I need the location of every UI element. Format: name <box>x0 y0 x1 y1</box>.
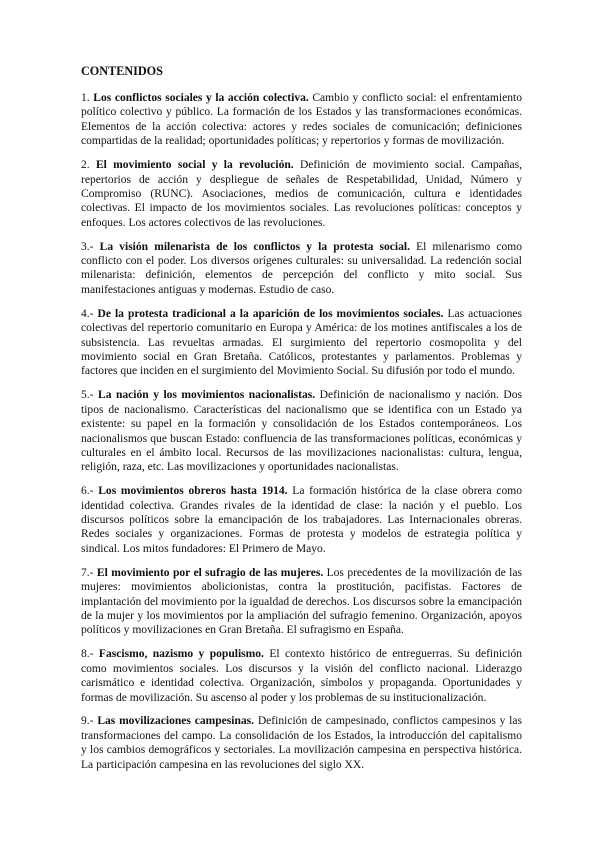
item-number: 7.- <box>81 566 94 579</box>
item-title: De la protesta tradicional a la aparición de los movimientos sociales. <box>97 307 444 320</box>
item-title: El movimiento por el sufragio de las mujeres. <box>96 566 324 579</box>
item-text: El milenarismo como conflicto con el poder. Los diversos orígenes culturales: su universalidad. La redención social milenarista: definición, elementos de percepción del conflicto y mito social. Sus manifestaciones antiguas y modernas. Estudio de caso. <box>81 240 522 296</box>
contents-item <box>81 158 522 230</box>
item-title: El movimiento social y la revolución. <box>95 159 294 172</box>
document-page <box>81 64 522 782</box>
item-text: Cambio y conflicto social: el enfrentamiento político colectivo y público. La formación de los Estados y las transformaciones económicas. Elementos de la acción colectiva: actores y redes sociales de comunicación; definiciones compartidas de la realidad; oportunidades políticas; y repertorios y formas de movilización. <box>81 92 523 148</box>
item-number: 1. <box>81 92 90 104</box>
item-title: Fascismo, nazismo y populismo. <box>98 648 264 661</box>
item-text: Los precedentes de la movilización de las mujeres: movimientos abolicionistas, contra la prostitución, pacifistas. Factores de implantación del movimiento por la igualdad de derechos. Los discursos sobre la emancipación de la mujer y los movimientos por la ampliación del sufragio femenino. Organización, apoyos políticos y movilizaciones en Gran Bretaña. El sufragismo en España. <box>81 566 522 637</box>
item-number: 5.- <box>81 389 94 402</box>
contents-item <box>81 566 522 638</box>
item-number: 3.- <box>81 240 94 253</box>
item-title: Las movilizaciones campesinas. <box>97 715 255 728</box>
item-title: La nación y los movimientos nacionalistas. <box>98 389 316 402</box>
contents-item <box>81 307 522 379</box>
item-text: Definición de campesinado, conflictos campesinos y las transformaciones del campo. La consolidación de los Estados, la introducción del capitalismo y los cambios demográficos y sectoriales. La movilización campesina en perspectiva histórica. La participación campesina en las revoluciones del siglo XX. <box>81 715 523 771</box>
contents-item <box>81 91 522 149</box>
contents-item <box>81 240 522 298</box>
contents-item <box>81 714 522 772</box>
contents-list <box>81 91 522 772</box>
item-title: La visión milenarista de los conflictos y la protesta social. <box>99 240 411 253</box>
item-number: 8.- <box>81 648 94 661</box>
item-text: Las actuaciones colectivas del repertorio comunitario en Europa y América: de los motines antifiscales a los de subsistencia. Las revueltas armadas. El surgimiento del repertorio cosmopolita y del movimiento social en Gran Bretaña. Católicos, protestantes y parlamentos. Problemas y factores que inciden en el surgimiento del Movimiento Social. Su difusión por todo el mundo. <box>81 307 523 378</box>
section-heading: CONTENIDOS <box>81 64 163 78</box>
item-title: Los conflictos sociales y la acción colectiva. <box>93 92 309 104</box>
item-number: 2. <box>81 159 90 172</box>
item-number: 6.- <box>81 485 94 498</box>
item-text: Definición de nacionalismo y nación. Dos tipos de nacionalismo. Características del nacionalismo que se identifica con un Estado ya existente: su papel en la formación y consolidación de los Estados contemporáneos. Los nacionalismos que buscan Estado: confluencia de las transformaciones políticas, económicas y culturales en el ámbito local. Recursos de las movilizaciones nacionalistas: cultura, lengua, religión, raza, etc. Las movilizaciones y oportunidades nacionalistas. <box>81 389 523 474</box>
item-title: Los movimientos obreros hasta 1914. <box>98 485 288 498</box>
item-text: Definición de movimiento social. Campañas, repertorios de acción y despliegue de señales de Respetabilidad, Unidad, Número y Compromiso (RUNC). Asociaciones, medios de comunicación, cultura e identidades colectivas. El impacto de los movimientos sociales. Las revoluciones políticas: conceptos y enfoques. Los actores colectivos de las revoluciones. <box>81 159 523 229</box>
item-number: 9.- <box>81 715 94 728</box>
contents-item <box>81 388 522 474</box>
item-text: La formación histórica de la clase obrera como identidad colectiva. Grandes rivales de la identidad de clase: la nación y el pueblo. Los discursos políticos sobre la emancipación de los trabajadores. Las Internacionales obreras. Redes sociales y organizaciones. Formas de protesta y modelos de estrategia política y sindical. Los mitos fundadores: El Primero de Mayo. <box>81 485 522 555</box>
item-text: El contexto histórico de entreguerras. Su definición como movimientos sociales. Los discursos y la visión del conflicto nacional. Liderazgo carismático e identidad colectiva. Organización, símbolos y propaganda. Oportunidades y formas de movilización. Su ascenso al poder y los problemas de su institucionalización. <box>81 648 523 704</box>
item-number: 4.- <box>81 307 94 320</box>
contents-item <box>81 484 522 556</box>
contents-item <box>81 647 522 705</box>
